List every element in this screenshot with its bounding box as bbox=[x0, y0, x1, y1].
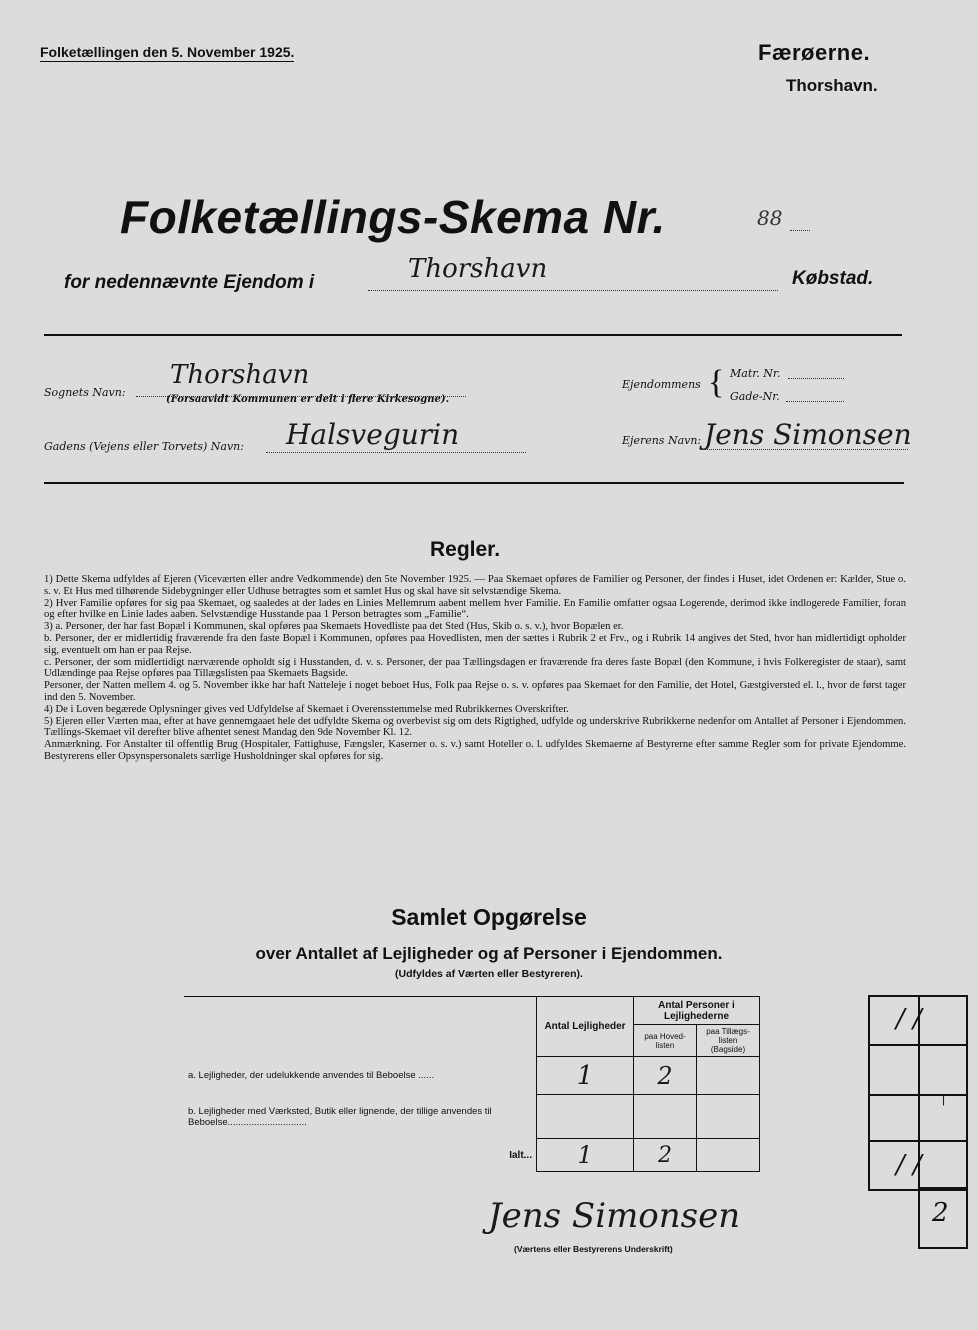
property-location-value: Thorshavn bbox=[408, 254, 548, 284]
brace-icon: { bbox=[708, 364, 725, 401]
summary-table bbox=[184, 996, 760, 1172]
rule-1: 1) Dette Skema udfyldes af Ejeren (Viceværten eller andre Vedkommende) den 5te November 1925. — Paa Skemaet opføres de Familier og Personer, der findes i Huset, idet Ordenen er: Kælder, Stue o. s. v. Et Hus med tilhørende Sidebygninger eller Udhuse betragtes som et samlet Hus og skal have sit selvstændige Skema. bbox=[44, 574, 906, 597]
row-a-tillaeg bbox=[697, 1057, 760, 1095]
signature: Jens Simonsen bbox=[488, 1196, 741, 1236]
owner-value: Jens Simonsen bbox=[704, 418, 912, 451]
census-date-header: Folketællingen den 5. November 1925. bbox=[40, 44, 295, 60]
rule-3-note: Personer, der Natten mellem 4. og 5. November ikke har haft Natteleje i noget beboet Hus, Folk paa Rejse o. s. v. opføres paa Skemaet for den Familie, det Hotel, Gæstgiversted el. l., hvor de først tager ind den 5. November. bbox=[44, 680, 906, 703]
ialt-antal: 1 bbox=[537, 1139, 634, 1172]
col-personer-header: Antal Personer i Lejlighederne bbox=[634, 997, 760, 1025]
rules-heading: Regler. bbox=[430, 538, 501, 561]
rule-3a: 3) a. Personer, der har fast Bopæl i Kommunen, skal opføres paa Skemaets Hovedliste paa det Sted (Hus, Skib o. s. v.), hvor Bopælen er. bbox=[44, 621, 624, 633]
row-a-hoved: 2 bbox=[634, 1057, 697, 1095]
property-location-label: for nedennævnte Ejendom i bbox=[64, 272, 315, 293]
form-number: 88 bbox=[757, 206, 783, 230]
parish-value: Thorshavn bbox=[170, 360, 310, 390]
rule-3b: b. Personer, der er midlertidig fraværende fra den faste Bopæl i Kommunen, opføres paa Hovedlisten, men der sættes i Rubrik 2 et Frv., og i Rubrik 14 angives det Sted, hvor han midlertidigt opholder sig, eventuelt om han er paa Rejse. bbox=[44, 632, 906, 656]
street-name-value: Halsvegurin bbox=[286, 418, 460, 451]
summary-subheading: over Antallet af Lejligheder og af Personer i Ejendommen. bbox=[255, 944, 723, 963]
side-box-ialt-mark: / / bbox=[896, 1150, 922, 1180]
matr-label: Matr. Nr. bbox=[730, 367, 781, 380]
ialt-tillaeg bbox=[697, 1139, 760, 1172]
summary-heading: Samlet Opgørelse bbox=[391, 904, 587, 930]
rule-3c: c. Personer, der som midlertidigt nærværende opholdt sig i Husstanden, d. v. s. Personer, der paa Tællingsdagen er fraværende fra deres faste Bopæl (den Kommune, i hvis Folkeregister de staar), samt Udlændinge paa Rejse opføres paa Tillægslisten paa Skemaets Bagside. bbox=[44, 656, 906, 680]
owner-label: Ejerens Navn: bbox=[622, 434, 702, 447]
rule-2: 2) Hver Familie opføres for sig paa Skemaet, og saaledes at der lades en Linies Mellemrum aabent mellem hver Familie. En Familie omfatter ogsaa Logerende, derimod ikke indlogerede Familier, foran og efter hvilke en Linie lades aaben. Selvstændige Husstande paa 1 Person betragtes som „Familie“. bbox=[44, 597, 906, 621]
side-box-middle-mark: | bbox=[942, 1092, 946, 1106]
summary-note: (Udfyldes af Værten eller Bestyreren). bbox=[395, 968, 583, 980]
col-antal-header: Antal Lejligheder bbox=[537, 997, 634, 1057]
ialt-hoved: 2 bbox=[634, 1139, 697, 1172]
rule-annotation: Anmærkning. For Anstalter til offentlig Brug (Hospitaler, Fattighuse, Fængsler, Kaserner o. s. v.) samt Hoteller o. l. udfyldes Skemaerne af Bestyrerne efter samme Regler som for private Ejendomme. Bestyrerens eller Opsynspersonalets særlige Husholdninger skal opføres for sig. bbox=[44, 739, 906, 762]
col-hoved-header: paa Hoved-listen bbox=[634, 1025, 697, 1057]
side-box-total-mark: 2 bbox=[932, 1198, 949, 1228]
rule-4: 4) De i Loven begærede Oplysninger gives ved Udfyldelse af Skemaet i Overensstemmelse med Rubrikkernes Overskrifter. bbox=[44, 703, 569, 715]
row-b-label: b. Lejligheder med Værksted, Butik eller lignende, der tillige anvendes til Beboelse.............................. bbox=[188, 1105, 492, 1128]
row-b-tillaeg bbox=[697, 1095, 760, 1139]
property-label: Ejendommens bbox=[622, 378, 701, 391]
signature-label: (Værtens eller Bestyrerens Underskrift) bbox=[514, 1244, 673, 1254]
region-header: Færøerne. bbox=[758, 40, 871, 65]
street-name-label: Gadens (Vejens eller Torvets) Navn: bbox=[44, 440, 244, 453]
parish-note: (Forsaavidt Kommunen er delt i flere Kirkesogne). bbox=[166, 394, 450, 405]
parish-label: Sognets Navn: bbox=[44, 386, 126, 399]
row-b-antal bbox=[537, 1095, 634, 1139]
kobstad-label: Købstad. bbox=[792, 268, 874, 289]
ialt-label: Ialt... bbox=[509, 1149, 532, 1161]
rules-text bbox=[44, 574, 906, 763]
row-a-label: a. Lejligheder, der udelukkende anvendes til Beboelse ...... bbox=[188, 1070, 435, 1081]
side-box-top-mark: / / bbox=[896, 1004, 922, 1034]
row-a-antal: 1 bbox=[537, 1057, 634, 1095]
form-title: Folketællings-Skema Nr. bbox=[120, 191, 666, 243]
col-tillaeg-header: paa Tillægs-listen (Bagside) bbox=[697, 1025, 760, 1057]
gade-nr-label: Gade-Nr. bbox=[730, 390, 780, 403]
town-header: Thorshavn. bbox=[786, 76, 878, 95]
rule-5: 5) Ejeren eller Værten maa, efter at have gennemgaaet hele det udfyldte Skema og overbevist sig om dets Rigtighed, udfylde og underskrive Rubrikkerne nedenfor om Antallet af Personer i Ejendommen. Tællings-Skemaet vil derefter blive afhentet senest Mandag den 9de November Kl. 12. bbox=[44, 715, 906, 739]
row-b-hoved bbox=[634, 1095, 697, 1139]
